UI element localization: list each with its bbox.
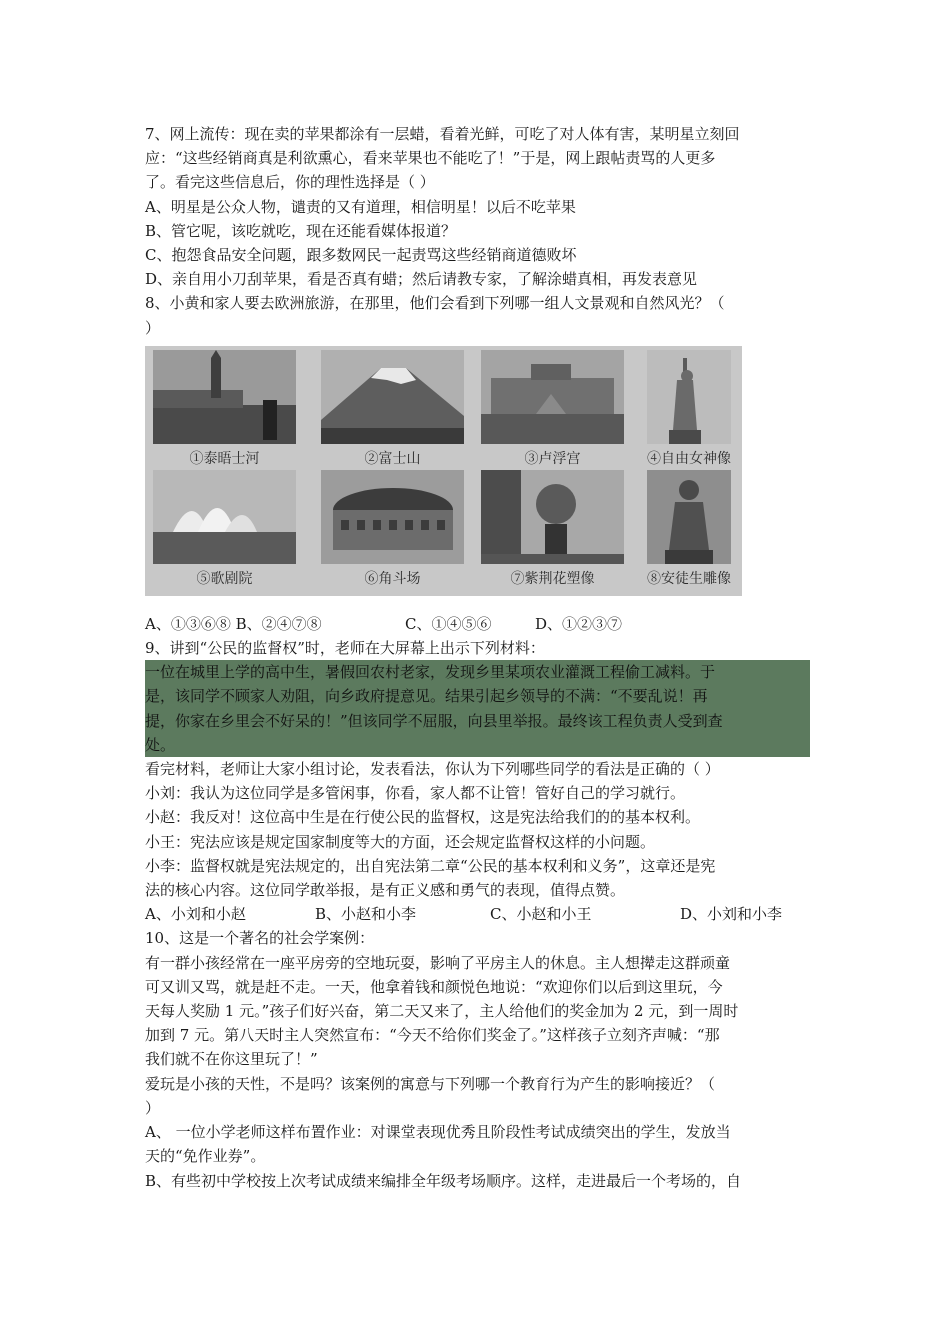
question-7-option-c: C、抱怨食品安全问题，跟多数网民一起责骂这些经销商道德败坏 [145,246,577,265]
photo-tile [481,350,624,467]
question-10-option-a-cont: 天的“免作业券”。 [145,1147,266,1166]
material-line: 是，该同学不顾家人劝阻，向乡政府提意见。结果引起乡领导的不满：“不要乱说！再 [145,684,810,708]
andersen-statue-photo [647,470,731,564]
photo-tile [647,470,731,587]
photo-caption: ④自由女神像 [647,450,731,467]
big-ben-photo [153,350,296,444]
question-7-line: 7、网上流传：现在卖的苹果都涂有一层蜡，看着光鲜，可吃了对人体有害，某明星立刻回 [145,125,740,143]
question-8-option-c: C、①④⑤⑥ [405,614,492,633]
material-line: 提，你家在乡里会不好呆的！”但该同学不屈服，向县里举报。最终该工程负责人受到查 [145,709,810,733]
question-7-option-b: B、管它呢，该吃就吃，现在还能看媒体报道？ [145,221,457,240]
question-7-option-a: A、明星是公众人物，谴责的又有道理，相信明星！以后不吃苹果 [145,197,576,216]
question-9-line: 小王：宪法应该是规定国家制度等大的方面，还会规定监督权这样的小问题。 [145,832,656,851]
photo-caption: ⑤歌剧院 [196,570,253,587]
photo-caption: ⑧安徒生雕像 [647,570,731,587]
question-10-line: 有一群小孩经常在一座平房旁的空地玩耍，影响了平房主人的休息。主人想撵走这群顽童 [145,953,731,972]
question-9-options [145,902,810,926]
question-8-option-d: D、①②③⑦ [535,614,623,633]
question-9-line: 法的核心内容。这位同学敢举报，是有正义感和勇气的表现，值得点赞。 [145,881,626,900]
question-9-line: 小刘：我认为这位同学是多管闲事，你看，家人都不让管！管好自己的学习就行。 [145,784,686,803]
question-10-line: 10、这是一个著名的社会学案例： [145,929,375,948]
exam-page [145,122,810,1193]
question-10 [145,926,810,1192]
question-8-line: ） [145,318,161,337]
question-10-line: 天每人奖励 1 元。”孩子们好兴奋，第二天又来了，主人给他们的奖金加为 2 元，到一周时 [145,1002,739,1021]
photo-tile [321,470,464,587]
question-9-option-d: D、小刘和小李 [680,905,783,924]
bauhinia-sculpture-photo [481,470,624,564]
question-10-line: 加到 7 元。第八天时主人突然宣布：“今天不给你们奖金了。”这样孩子立刻齐声喊：“那 [145,1026,720,1045]
material-line: 一位在城里上学的高中生，暑假回农村老家，发现乡里某项农业灌溉工程偷工减料。于 [145,660,810,684]
photo-tile [153,350,296,467]
question-8 [145,291,810,636]
question-9 [145,636,810,926]
statue-of-liberty-photo [647,350,731,444]
question-10-line: 爱玩是小孩的天性，不是吗？该案例的寓意与下列哪一个教育行为产生的影响接近？（ [145,1074,716,1093]
photo-caption: ⑦紫荆花塑像 [510,570,595,587]
colosseum-photo [321,470,464,564]
photo-tile [647,350,731,467]
landmark-photo-grid [145,346,742,596]
photo-tile [481,470,624,587]
question-9-line: 小李：监督权就是宪法规定的，出自宪法第二章“公民的基本权利和义务”，这章还是宪 [145,856,716,875]
question-7 [145,122,810,291]
opera-house-photo [153,470,296,564]
question-9-line: 小赵：我反对！这位高中生是在行使公民的监督权，这是宪法给我们的的基本权利。 [145,808,701,827]
material-line: 处。 [145,733,810,757]
question-9-material [145,660,810,757]
question-10-option-b: B、有些初中学校按上次考试成绩来编排全年级考场顺序。这样，走进最后一个考场的，自 [145,1171,742,1190]
photo-caption: ②富士山 [364,450,421,467]
question-10-option-a: A、 一位小学老师这样布置作业：对课堂表现优秀且阶段性考试成绩突出的学生，发放当 [145,1123,731,1142]
question-9-line: 看完材料，老师让大家小组讨论，发表看法，你认为下列哪些同学的看法是正确的（ ） [145,760,720,779]
question-8-option-ab: A、①③⑥⑧ B、②④⑦⑧ [145,614,322,633]
question-10-line: 可又训又骂，就是赶不走。一天，他拿着钱和颜悦色地说：“欢迎你们以后到这里玩，今 [145,977,723,996]
question-8-options [145,612,810,636]
question-9-option-b: B、小赵和小李 [315,905,417,924]
mount-fuji-photo [321,350,464,444]
louvre-photo [481,350,624,444]
question-9-option-a: A、小刘和小赵 [145,905,246,924]
question-7-line: 了。看完这些信息后，你的理性选择是（ ） [145,173,435,192]
question-8-line: 8、小黄和家人要去欧洲旅游，在那里，他们会看到下列哪一组人文景观和自然风光？（ [145,294,725,313]
photo-caption: ⑥角斗场 [364,570,421,587]
photo-tile [321,350,464,467]
question-10-line: 我们就不在你这里玩了！” [145,1050,318,1069]
question-7-line: 应：“这些经销商真是利欲熏心，看来苹果也不能吃了！”于是，网上跟帖责骂的人更多 [145,149,716,168]
question-7-option-d: D、亲自用小刀刮苹果，看是否真有蜡；然后请教专家，了解涂蜡真相，再发表意见 [145,270,698,289]
question-9-option-c: C、小赵和小王 [490,905,592,924]
question-9-intro: 9、讲到“公民的监督权”时，老师在大屏幕上出示下列材料： [145,639,545,658]
photo-caption: ③卢浮宫 [524,450,581,467]
photo-caption: ①泰晤士河 [189,450,260,467]
photo-tile [153,470,296,587]
question-10-line: ） [145,1098,161,1117]
